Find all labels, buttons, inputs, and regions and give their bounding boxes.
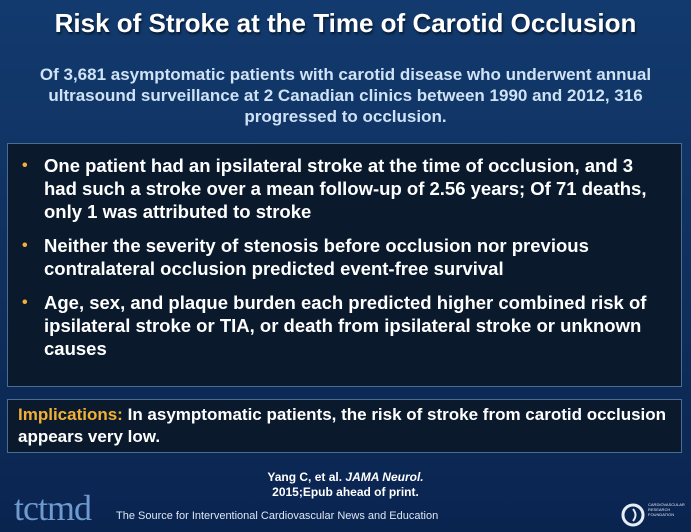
citation-details: 2015;Epub ahead of print. <box>272 485 419 499</box>
bullet-icon: • <box>22 294 28 311</box>
findings-box <box>7 143 682 387</box>
finding-text: One patient had an ipsilateral stroke at the time of occlusion, and 3 had such a stroke over a mean follow-up of 2.56 years; Of 71 deaths, only 1 was attributed to stroke <box>44 155 647 222</box>
finding-text: Neither the severity of stenosis before occlusion nor previous contralateral occlusion predicted event-free survival <box>44 235 589 279</box>
tctmd-logo: tctmd <box>14 488 91 528</box>
finding-item <box>20 291 669 360</box>
findings-list <box>8 144 681 360</box>
implications-label: Implications: <box>18 405 123 424</box>
slide-subtitle: Of 3,681 asymptomatic patients with carotid disease who underwent annual ultrasound surveillance at 2 Canadian clinics between 1990 and 2012, 316 progressed to occlusion. <box>39 65 652 126</box>
implications-box <box>7 399 682 453</box>
slide-title: Risk of Stroke at the Time of Carotid Occlusion <box>54 8 637 38</box>
implications-text: In asymptomatic patients, the risk of stroke from carotid occlusion appears very low. <box>18 405 667 446</box>
footer-tagline: The Source for Interventional Cardiovascular News and Education <box>116 510 439 522</box>
finding-item <box>20 234 669 280</box>
citation-journal: JAMA Neurol. <box>345 470 424 484</box>
finding-text: Age, sex, and plaque burden each predicted higher combined risk of ipsilateral stroke or TIA, or death from ipsilateral stroke or unknown causes <box>44 292 647 359</box>
bullet-icon: • <box>22 237 28 254</box>
citation-authors: Yang C, et al. <box>267 470 343 484</box>
finding-item <box>20 154 669 223</box>
bullet-icon: • <box>22 157 28 174</box>
citation <box>0 470 691 500</box>
crf-logo-text: CARDIOVASCULAR RESEARCH FOUNDATION <box>648 502 685 517</box>
